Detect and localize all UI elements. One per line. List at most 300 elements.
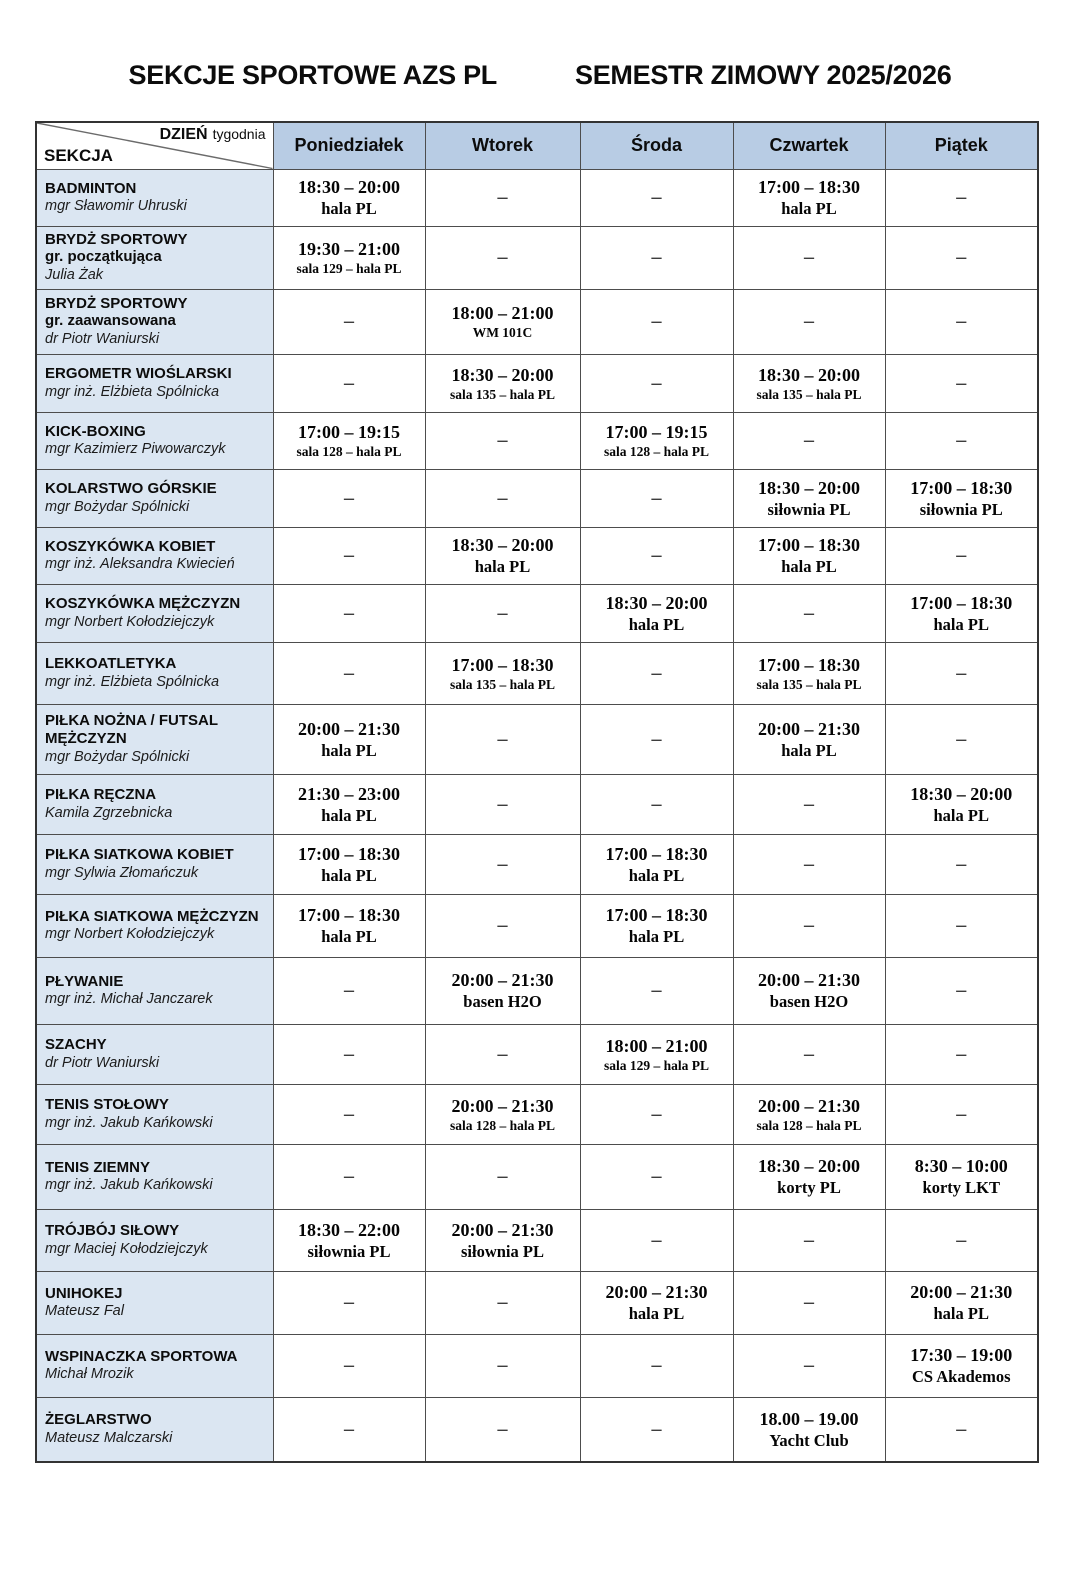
session-time: 20:00 – 21:30 bbox=[758, 970, 860, 990]
section-cell bbox=[36, 642, 273, 704]
section-name: TENIS STOŁOWY bbox=[45, 1096, 169, 1114]
section-name: WSPINACZKA SPORTOWA bbox=[45, 1347, 238, 1365]
empty-cell bbox=[425, 1334, 580, 1397]
section-name: SZACHY bbox=[45, 1036, 107, 1054]
section-cell bbox=[36, 704, 273, 774]
no-session-dash: – bbox=[956, 1102, 967, 1125]
schedule-cell bbox=[733, 169, 885, 226]
empty-cell bbox=[425, 412, 580, 469]
schedule-cell bbox=[273, 1209, 425, 1271]
no-session-dash: – bbox=[651, 1165, 662, 1187]
page-header bbox=[0, 60, 1080, 91]
section-instructor: mgr inż. Elżbieta Spólnicka bbox=[45, 383, 220, 400]
session-place: CS Akademos bbox=[911, 1367, 1011, 1386]
empty-cell bbox=[273, 1024, 425, 1084]
table-row bbox=[36, 704, 1038, 774]
empty-cell bbox=[580, 527, 733, 584]
session-place: siłownia PL bbox=[767, 499, 851, 519]
session-place: hala PL bbox=[321, 805, 377, 825]
schedule-cell bbox=[425, 1209, 580, 1271]
section-instructor: Michał Mrozik bbox=[45, 1366, 134, 1383]
empty-cell bbox=[733, 894, 885, 957]
section-name: PIŁKA RĘCZNA bbox=[45, 786, 157, 804]
session-place: sala 135 – hala PL bbox=[449, 676, 555, 692]
table-row bbox=[36, 1144, 1038, 1209]
section-cell bbox=[36, 412, 273, 469]
schedule-cell bbox=[273, 412, 425, 469]
empty-cell bbox=[885, 1397, 1038, 1462]
session-time: 20:00 – 21:30 bbox=[451, 1219, 554, 1240]
schedule-body bbox=[36, 169, 1038, 1462]
no-session-dash: – bbox=[344, 1165, 354, 1187]
session-time: 20:00 – 21:30 bbox=[451, 970, 554, 990]
session-time: 18:30 – 20:00 bbox=[451, 535, 554, 555]
no-session-dash: – bbox=[344, 1042, 354, 1065]
session-time: 18:30 – 20:00 bbox=[451, 364, 554, 385]
empty-cell bbox=[885, 354, 1038, 412]
table-row bbox=[36, 412, 1038, 469]
table-row bbox=[36, 894, 1038, 957]
session-place: hala PL bbox=[321, 199, 377, 218]
no-session-dash: – bbox=[497, 246, 508, 268]
session-time: 17:00 – 18:30 bbox=[910, 592, 1013, 613]
section-name: PIŁKA SIATKOWA MĘŻCZYZN bbox=[45, 907, 259, 925]
section-instructor: Mateusz Fal bbox=[45, 1303, 124, 1320]
semester-title: SEMESTR ZIMOWY 2025/2026 bbox=[575, 60, 952, 90]
no-session-dash: – bbox=[344, 371, 354, 394]
section-cell bbox=[36, 894, 273, 957]
no-session-dash: – bbox=[651, 979, 662, 1001]
table-row bbox=[36, 584, 1038, 642]
no-session-dash: – bbox=[956, 1228, 967, 1251]
session-time: 17:00 – 19:15 bbox=[605, 422, 708, 442]
schedule-cell bbox=[580, 1024, 733, 1084]
no-session-dash: – bbox=[651, 1228, 662, 1251]
session-place: korty LKT bbox=[922, 1178, 1000, 1197]
session-place: hala PL bbox=[628, 927, 685, 946]
empty-cell bbox=[580, 704, 733, 774]
section-name: PIŁKA SIATKOWA KOBIET bbox=[45, 846, 234, 864]
section-instructor: mgr Sławomir Uhruski bbox=[45, 198, 187, 215]
no-session-dash: – bbox=[804, 1354, 814, 1376]
session-time: 18:00 – 21:00 bbox=[605, 1035, 708, 1056]
empty-cell bbox=[733, 412, 885, 469]
empty-cell bbox=[425, 169, 580, 226]
day-header-thursday: Czwartek bbox=[733, 122, 885, 169]
empty-cell bbox=[273, 957, 425, 1024]
session-time: 18.00 – 19.00 bbox=[759, 1408, 859, 1429]
no-session-dash: – bbox=[651, 310, 662, 332]
section-cell bbox=[36, 527, 273, 584]
session-time: 17:00 – 18:30 bbox=[758, 654, 860, 675]
section-cell bbox=[36, 584, 273, 642]
no-session-dash: – bbox=[344, 310, 354, 332]
schedule-cell bbox=[885, 774, 1038, 834]
schedule-cell bbox=[580, 412, 733, 469]
no-session-dash: – bbox=[804, 792, 814, 815]
no-session-dash: – bbox=[956, 246, 967, 268]
session-place: hala PL bbox=[933, 805, 989, 825]
section-cell bbox=[36, 469, 273, 527]
empty-cell bbox=[273, 1144, 425, 1209]
empty-cell bbox=[580, 226, 733, 289]
section-name: BRYDŻ SPORTOWY bbox=[45, 230, 188, 248]
schedule-cell bbox=[425, 527, 580, 584]
table-row bbox=[36, 169, 1038, 226]
session-time: 17:00 – 19:15 bbox=[298, 422, 400, 442]
empty-cell bbox=[580, 469, 733, 527]
session-time: 18:30 – 20:00 bbox=[758, 364, 860, 385]
session-time: 17:00 – 18:30 bbox=[298, 905, 400, 925]
schedule-cell bbox=[580, 584, 733, 642]
section-cell bbox=[36, 226, 273, 289]
empty-cell bbox=[580, 354, 733, 412]
schedule-cell bbox=[425, 289, 580, 354]
schedule-cell bbox=[273, 226, 425, 289]
empty-cell bbox=[425, 774, 580, 834]
no-session-dash: – bbox=[956, 979, 967, 1001]
session-time: 19:30 – 21:00 bbox=[298, 239, 400, 259]
schedule-cell bbox=[273, 894, 425, 957]
schedule-cell bbox=[733, 642, 885, 704]
session-time: 18:00 – 21:00 bbox=[451, 303, 554, 323]
no-session-dash: – bbox=[804, 1291, 814, 1313]
session-place: sala 135 – hala PL bbox=[756, 386, 862, 402]
section-instructor: mgr inż. Elżbieta Spólnicka bbox=[45, 673, 220, 690]
no-session-dash: – bbox=[497, 914, 508, 936]
section-cell bbox=[36, 354, 273, 412]
section-instructor: mgr Kazimierz Piwowarczyk bbox=[45, 441, 226, 458]
schedule-cell bbox=[733, 957, 885, 1024]
section-name: KICK-BOXING bbox=[45, 422, 146, 440]
schedule-cell bbox=[273, 169, 425, 226]
section-name: BRYDŻ SPORTOWY bbox=[45, 294, 188, 312]
empty-cell bbox=[580, 1084, 733, 1144]
no-session-dash: – bbox=[956, 1042, 967, 1065]
empty-cell bbox=[885, 289, 1038, 354]
no-session-dash: – bbox=[651, 661, 662, 684]
session-place: hala PL bbox=[933, 614, 989, 634]
table-row bbox=[36, 469, 1038, 527]
session-time: 17:00 – 18:30 bbox=[451, 654, 554, 675]
empty-cell bbox=[733, 1334, 885, 1397]
no-session-dash: – bbox=[804, 1042, 814, 1065]
empty-cell bbox=[733, 1209, 885, 1271]
empty-cell bbox=[885, 894, 1038, 957]
section-name: PIŁKA NOŻNA / FUTSAL MĘŻCZYZN bbox=[45, 712, 218, 747]
session-time: 17:00 – 18:30 bbox=[758, 177, 860, 197]
header-row bbox=[36, 122, 1038, 169]
section-instructor: Kamila Zgrzebnicka bbox=[45, 804, 173, 821]
section-name: PŁYWANIE bbox=[45, 972, 124, 990]
no-session-dash: – bbox=[651, 186, 662, 208]
section-instructor: mgr inż. Jakub Kańkowski bbox=[45, 1114, 213, 1131]
section-name: TENIS ZIEMNY bbox=[45, 1158, 151, 1176]
table-row bbox=[36, 1271, 1038, 1334]
section-instructor: mgr Maciej Kołodziejczyk bbox=[45, 1240, 208, 1257]
table-row bbox=[36, 1209, 1038, 1271]
no-session-dash: – bbox=[804, 601, 814, 624]
no-session-dash: – bbox=[344, 544, 354, 566]
empty-cell bbox=[885, 1209, 1038, 1271]
table-row bbox=[36, 1024, 1038, 1084]
section-name: KOLARSTWO GÓRSKIE bbox=[45, 480, 217, 498]
empty-cell bbox=[580, 169, 733, 226]
schedule-cell bbox=[425, 354, 580, 412]
session-place: hala PL bbox=[628, 1304, 685, 1323]
section-cell bbox=[36, 289, 273, 354]
section-cell bbox=[36, 1334, 273, 1397]
no-session-dash: – bbox=[651, 1102, 662, 1125]
empty-cell bbox=[885, 1084, 1038, 1144]
empty-cell bbox=[580, 642, 733, 704]
corner-cell bbox=[36, 122, 273, 169]
page-title: SEKCJE SPORTOWE AZS PL bbox=[128, 60, 497, 90]
no-session-dash: – bbox=[804, 914, 814, 936]
empty-cell bbox=[580, 774, 733, 834]
no-session-dash: – bbox=[497, 1042, 508, 1065]
no-session-dash: – bbox=[956, 186, 967, 208]
schedule-cell bbox=[425, 1084, 580, 1144]
schedule-cell bbox=[273, 774, 425, 834]
session-place: hala PL bbox=[781, 557, 837, 576]
table-row bbox=[36, 957, 1038, 1024]
empty-cell bbox=[580, 1397, 733, 1462]
session-time: 20:00 – 21:30 bbox=[605, 1282, 708, 1302]
session-place: sala 128 – hala PL bbox=[449, 1117, 555, 1133]
no-session-dash: – bbox=[956, 371, 967, 394]
empty-cell bbox=[733, 774, 885, 834]
no-session-dash: – bbox=[651, 727, 662, 750]
section-group: gr. zaawansowana bbox=[45, 312, 176, 330]
empty-cell bbox=[273, 1397, 425, 1462]
session-time: 18:30 – 20:00 bbox=[758, 477, 860, 498]
day-header-wednesday: Środa bbox=[580, 122, 733, 169]
section-instructor: mgr Bożydar Spólnicki bbox=[45, 498, 190, 515]
empty-cell bbox=[425, 226, 580, 289]
day-header-monday: Poniedziałek bbox=[273, 122, 425, 169]
no-session-dash: – bbox=[651, 1354, 662, 1376]
no-session-dash: – bbox=[497, 486, 508, 509]
schedule-cell bbox=[425, 642, 580, 704]
no-session-dash: – bbox=[497, 601, 508, 624]
corner-label-day-bold: DZIEŃ bbox=[159, 126, 208, 143]
section-cell bbox=[36, 1271, 273, 1334]
section-instructor: Mateusz Malczarski bbox=[45, 1430, 173, 1447]
session-place: hala PL bbox=[781, 740, 837, 760]
session-time: 17:00 – 18:30 bbox=[298, 843, 400, 864]
schedule-cell bbox=[885, 1334, 1038, 1397]
session-time: 18:30 – 20:00 bbox=[910, 783, 1013, 804]
no-session-dash: – bbox=[344, 979, 354, 1001]
empty-cell bbox=[273, 289, 425, 354]
no-session-dash: – bbox=[956, 914, 967, 936]
section-instructor: mgr inż. Jakub Kańkowski bbox=[45, 1177, 213, 1194]
section-name: KOSZYKÓWKA KOBIET bbox=[45, 537, 216, 555]
empty-cell bbox=[885, 957, 1038, 1024]
session-place: Yacht Club bbox=[769, 1430, 849, 1450]
no-session-dash: – bbox=[651, 544, 662, 566]
no-session-dash: – bbox=[651, 486, 662, 509]
empty-cell bbox=[733, 834, 885, 894]
schedule-cell bbox=[273, 834, 425, 894]
no-session-dash: – bbox=[344, 661, 354, 684]
schedule-cell bbox=[885, 469, 1038, 527]
empty-cell bbox=[273, 527, 425, 584]
section-cell bbox=[36, 1397, 273, 1462]
section-name: ERGOMETR WIOŚLARSKI bbox=[45, 365, 232, 383]
no-session-dash: – bbox=[956, 429, 967, 451]
session-place: hala PL bbox=[933, 1304, 989, 1323]
empty-cell bbox=[273, 1334, 425, 1397]
section-instructor: mgr Bożydar Spólnicki bbox=[45, 748, 190, 765]
no-session-dash: – bbox=[344, 1291, 354, 1313]
section-cell bbox=[36, 774, 273, 834]
table-row bbox=[36, 226, 1038, 289]
session-place: sala 129 – hala PL bbox=[296, 261, 402, 276]
section-name: BADMINTON bbox=[45, 179, 137, 197]
section-cell bbox=[36, 169, 273, 226]
section-instructor: mgr Norbert Kołodziejczyk bbox=[45, 926, 215, 943]
table-row bbox=[36, 527, 1038, 584]
no-session-dash: – bbox=[804, 429, 814, 451]
empty-cell bbox=[580, 957, 733, 1024]
empty-cell bbox=[580, 289, 733, 354]
section-cell bbox=[36, 1209, 273, 1271]
section-cell bbox=[36, 1144, 273, 1209]
empty-cell bbox=[425, 834, 580, 894]
no-session-dash: – bbox=[804, 246, 814, 268]
schedule-cell bbox=[273, 704, 425, 774]
no-session-dash: – bbox=[344, 1102, 354, 1125]
session-place: basen H2O bbox=[769, 992, 849, 1011]
table-row bbox=[36, 642, 1038, 704]
empty-cell bbox=[580, 1334, 733, 1397]
section-instructor: mgr Sylwia Złomańczuk bbox=[45, 864, 199, 881]
empty-cell bbox=[885, 412, 1038, 469]
section-instructor: dr Piotr Waniurski bbox=[45, 1054, 160, 1071]
session-place: hala PL bbox=[321, 865, 377, 885]
empty-cell bbox=[425, 1271, 580, 1334]
table-row bbox=[36, 1084, 1038, 1144]
session-time: 20:00 – 21:30 bbox=[758, 1095, 860, 1116]
no-session-dash: – bbox=[804, 1228, 814, 1251]
session-time: 20:00 – 21:30 bbox=[298, 718, 400, 739]
empty-cell bbox=[273, 584, 425, 642]
no-session-dash: – bbox=[497, 1354, 508, 1376]
empty-cell bbox=[733, 1271, 885, 1334]
empty-cell bbox=[885, 226, 1038, 289]
no-session-dash: – bbox=[651, 246, 662, 268]
session-time: 17:30 – 19:00 bbox=[910, 1345, 1013, 1365]
session-place: hala PL bbox=[321, 740, 377, 760]
no-session-dash: – bbox=[804, 310, 814, 332]
session-time: 21:30 – 23:00 bbox=[298, 783, 400, 804]
table-row bbox=[36, 354, 1038, 412]
session-place: sala 128 – hala PL bbox=[756, 1117, 862, 1133]
schedule-cell bbox=[580, 834, 733, 894]
empty-cell bbox=[885, 642, 1038, 704]
corner-label-section: SEKCJA bbox=[44, 145, 113, 165]
session-place: hala PL bbox=[474, 557, 531, 576]
table-row bbox=[36, 834, 1038, 894]
empty-cell bbox=[885, 834, 1038, 894]
empty-cell bbox=[425, 1397, 580, 1462]
empty-cell bbox=[733, 289, 885, 354]
session-place: hala PL bbox=[781, 199, 837, 218]
empty-cell bbox=[273, 642, 425, 704]
empty-cell bbox=[733, 226, 885, 289]
no-session-dash: – bbox=[651, 792, 662, 815]
no-session-dash: – bbox=[497, 727, 508, 750]
no-session-dash: – bbox=[344, 1354, 354, 1376]
schedule-cell bbox=[580, 894, 733, 957]
no-session-dash: – bbox=[956, 1417, 967, 1440]
section-name: ŻEGLARSTWO bbox=[45, 1411, 152, 1429]
table-row bbox=[36, 774, 1038, 834]
no-session-dash: – bbox=[344, 601, 354, 624]
empty-cell bbox=[425, 894, 580, 957]
schedule-cell bbox=[425, 957, 580, 1024]
no-session-dash: – bbox=[497, 852, 508, 875]
schedule-cell bbox=[885, 584, 1038, 642]
empty-cell bbox=[885, 704, 1038, 774]
section-instructor: mgr Norbert Kołodziejczyk bbox=[45, 613, 215, 630]
session-place: hala PL bbox=[321, 927, 377, 946]
section-name: TRÓJBÓJ SIŁOWY bbox=[45, 1222, 180, 1240]
empty-cell bbox=[273, 354, 425, 412]
session-place: sala 128 – hala PL bbox=[603, 444, 709, 459]
session-time: 18:30 – 20:00 bbox=[298, 177, 400, 197]
empty-cell bbox=[733, 1024, 885, 1084]
session-time: 18:30 – 22:00 bbox=[298, 1219, 400, 1240]
session-time: 18:30 – 20:00 bbox=[758, 1156, 860, 1176]
empty-cell bbox=[273, 1271, 425, 1334]
schedule-cell bbox=[885, 1271, 1038, 1334]
session-time: 17:00 – 18:30 bbox=[605, 905, 708, 925]
schedule-cell bbox=[733, 527, 885, 584]
section-cell bbox=[36, 834, 273, 894]
table-row bbox=[36, 1334, 1038, 1397]
empty-cell bbox=[580, 1209, 733, 1271]
no-session-dash: – bbox=[497, 792, 508, 815]
empty-cell bbox=[425, 704, 580, 774]
session-place: hala PL bbox=[628, 865, 685, 885]
section-instructor: dr Piotr Waniurski bbox=[45, 331, 160, 348]
schedule-table bbox=[35, 121, 1039, 1463]
no-session-dash: – bbox=[956, 852, 967, 875]
no-session-dash: – bbox=[956, 727, 967, 750]
no-session-dash: – bbox=[956, 661, 967, 684]
session-place: siłownia PL bbox=[461, 1241, 544, 1261]
session-place: sala 128 – hala PL bbox=[296, 444, 402, 459]
section-cell bbox=[36, 957, 273, 1024]
section-name: KOSZYKÓWKA MĘŻCZYZN bbox=[45, 595, 241, 613]
section-name: UNIHOKEJ bbox=[45, 1284, 123, 1302]
session-place: siłownia PL bbox=[919, 499, 1003, 519]
session-time: 18:30 – 20:00 bbox=[605, 592, 708, 613]
schedule-cell bbox=[733, 1144, 885, 1209]
session-time: 17:00 – 18:30 bbox=[605, 843, 708, 864]
section-group: gr. początkująca bbox=[45, 248, 162, 266]
empty-cell bbox=[885, 1024, 1038, 1084]
session-place: basen H2O bbox=[463, 992, 542, 1011]
session-place: korty PL bbox=[777, 1178, 841, 1197]
schedule-cell bbox=[885, 1144, 1038, 1209]
no-session-dash: – bbox=[497, 429, 508, 451]
empty-cell bbox=[273, 469, 425, 527]
no-session-dash: – bbox=[497, 1417, 508, 1440]
